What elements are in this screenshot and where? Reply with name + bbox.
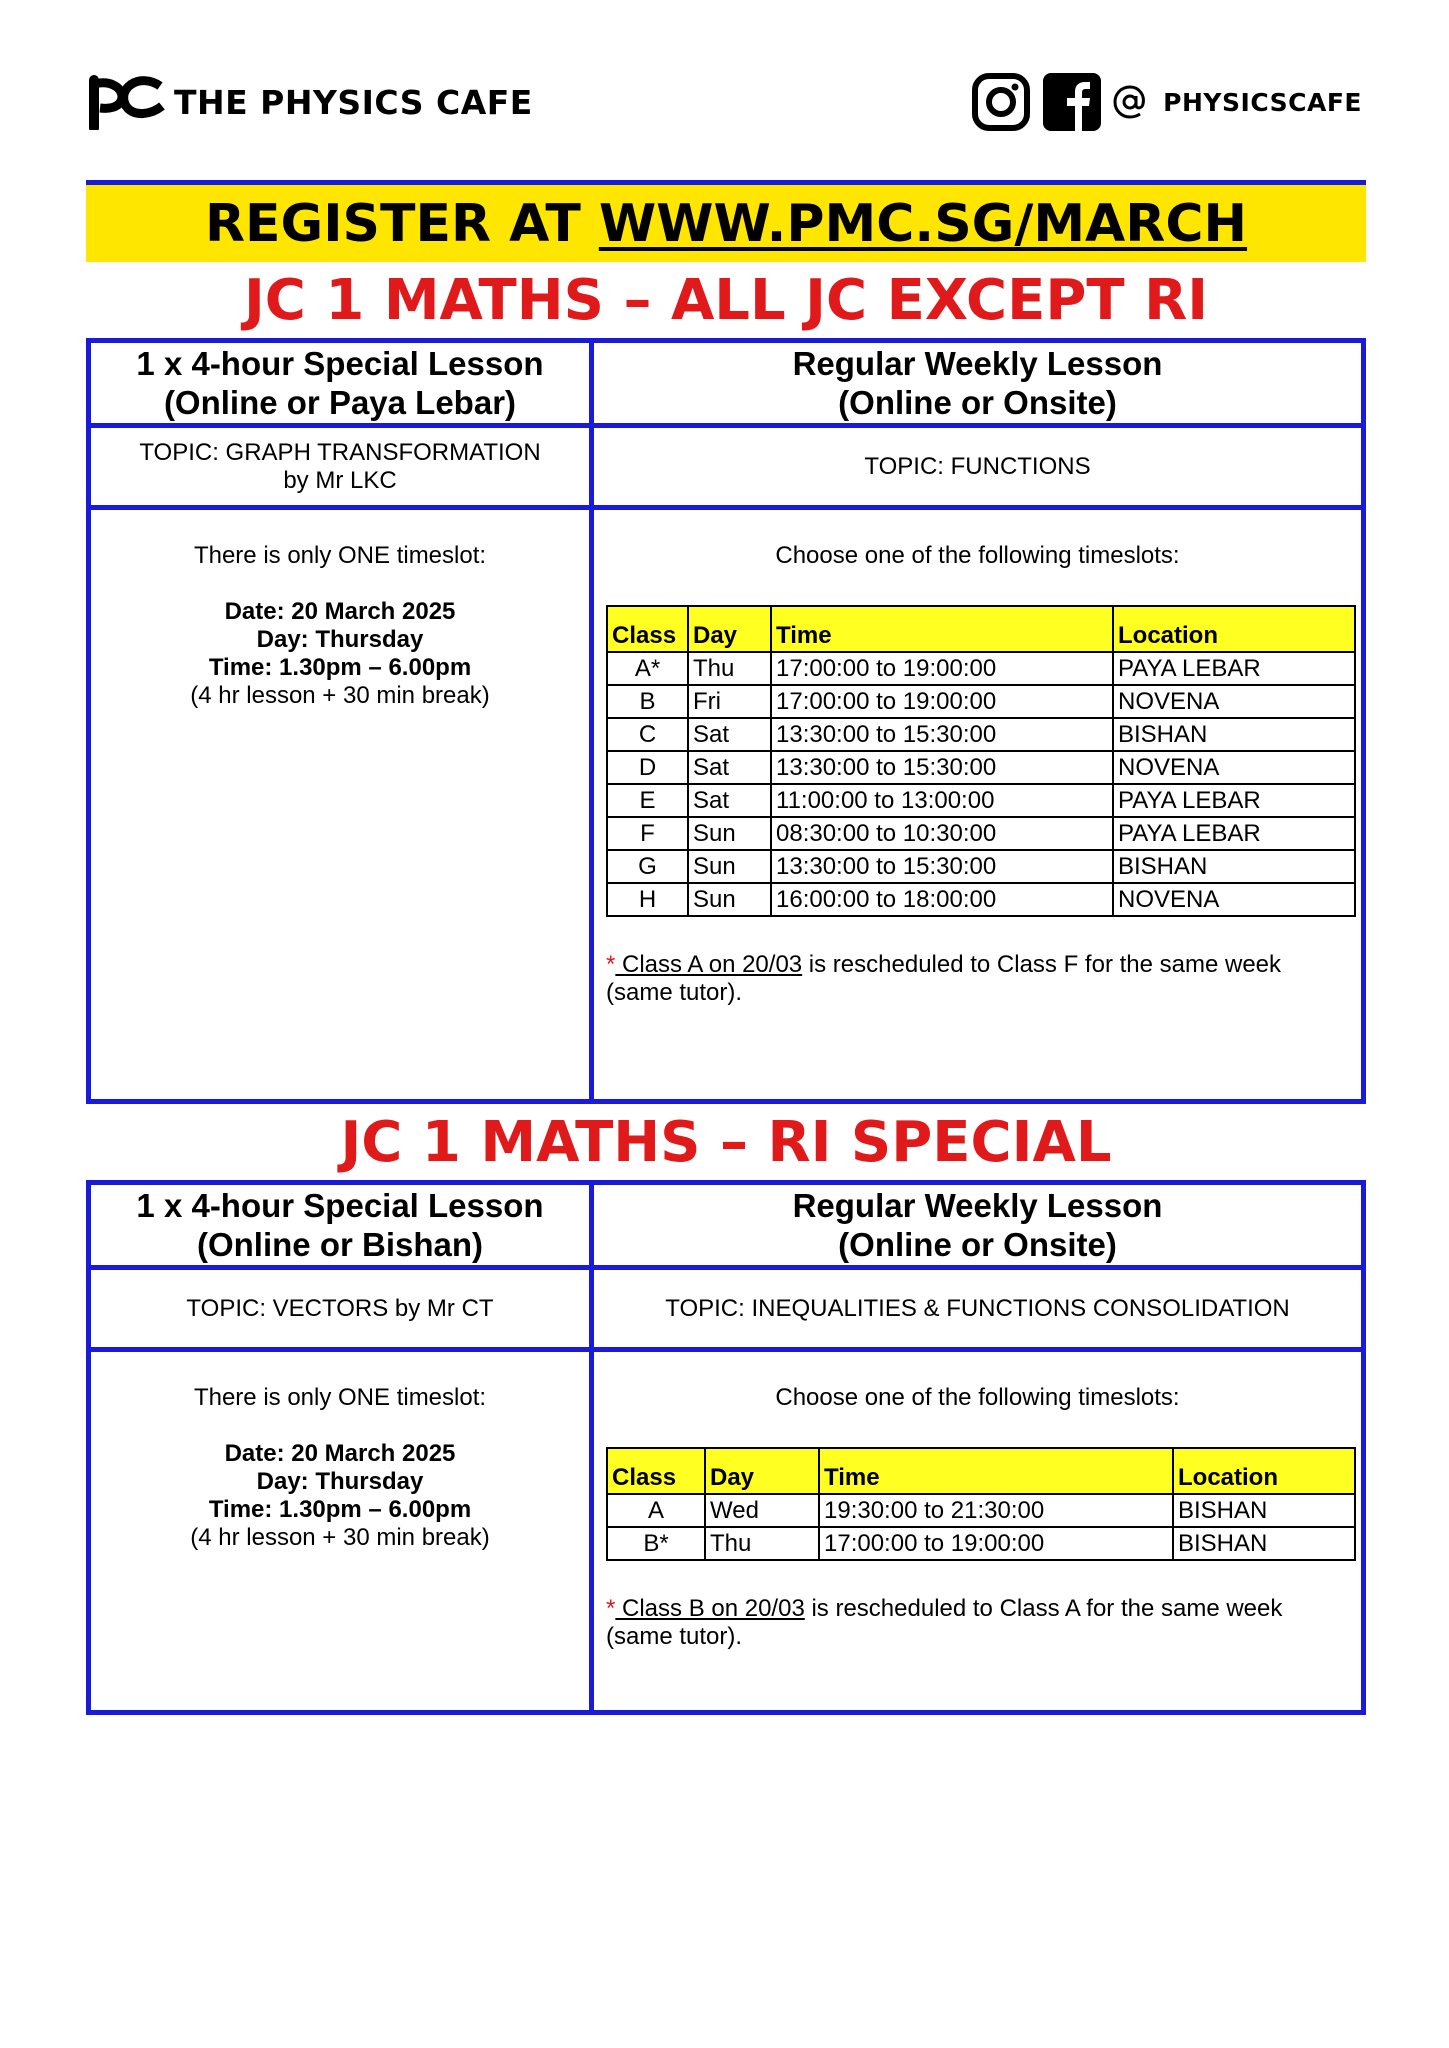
day-cell: Thu <box>705 1527 819 1560</box>
section-title: JC 1 MATHS – ALL JC EXCEPT RI <box>243 268 1209 333</box>
footnote-text: is rescheduled to Class F for the same week (same tutor). <box>606 951 1282 1006</box>
location-cell: BISHAN <box>1173 1527 1355 1560</box>
special-topic: TOPIC: VECTORS by Mr CT <box>91 1270 594 1347</box>
lesson-day: Day: Thursday <box>256 626 424 653</box>
time-cell: 16:00:00 to 18:00:00 <box>771 883 1113 916</box>
social-links <box>971 72 1362 132</box>
class-cell: B <box>607 685 688 718</box>
day-cell: Sat <box>688 718 771 751</box>
lesson-time: Time: 1.30pm – 6.00pm <box>208 654 472 681</box>
footnote-star: * <box>606 951 616 978</box>
pc-logo-icon <box>86 74 166 130</box>
section-title: JC 1 MATHS – RI SPECIAL <box>340 1110 1112 1175</box>
lesson-time: Time: 1.30pm – 6.00pm <box>208 1496 472 1523</box>
regular-topic: TOPIC: FUNCTIONS <box>864 452 1091 480</box>
timeslot-intro: There is only ONE timeslot: <box>193 542 487 569</box>
heading-row <box>91 1185 1361 1270</box>
table-row <box>607 817 1355 850</box>
table-row <box>607 784 1355 817</box>
location-cell: NOVENA <box>1113 751 1355 784</box>
reschedule-footnote <box>606 951 1341 1007</box>
column-header: Time <box>771 606 1113 652</box>
instagram-icon[interactable] <box>971 72 1031 132</box>
register-url-link[interactable]: WWW.PMC.SG/MARCH <box>598 193 1248 254</box>
location-cell: NOVENA <box>1113 883 1355 916</box>
reschedule-footnote <box>606 1595 1341 1651</box>
details-row <box>91 1352 1361 1710</box>
register-banner <box>86 180 1366 262</box>
social-handle: PHYSICSCAFE <box>1163 87 1362 117</box>
choose-text: Choose one of the following timeslots: <box>775 542 1180 569</box>
choose-text: Choose one of the following timeslots: <box>775 1384 1180 1411</box>
day-cell: Thu <box>688 652 771 685</box>
table-row <box>607 685 1355 718</box>
location-cell: BISHAN <box>1173 1494 1355 1527</box>
footnote-text: is rescheduled to Class A for the same week (same tutor). <box>606 1595 1283 1650</box>
time-cell: 19:30:00 to 21:30:00 <box>819 1494 1173 1527</box>
column-header: Class <box>607 606 688 652</box>
timeslot-table <box>606 1447 1356 1561</box>
class-cell: B* <box>607 1527 705 1560</box>
class-cell: A* <box>607 652 688 685</box>
facebook-icon[interactable] <box>1043 73 1101 131</box>
column-header: Day <box>688 606 771 652</box>
day-cell: Fri <box>688 685 771 718</box>
regular-timeslot-info <box>594 510 1361 1099</box>
column-header: Location <box>1173 1448 1355 1494</box>
time-cell: 08:30:00 to 10:30:00 <box>771 817 1113 850</box>
day-cell: Sun <box>688 883 771 916</box>
at-sign-icon <box>1111 83 1149 121</box>
class-cell: C <box>607 718 688 751</box>
time-cell: 17:00:00 to 19:00:00 <box>771 685 1113 718</box>
time-cell: 17:00:00 to 19:00:00 <box>771 652 1113 685</box>
day-cell: Sun <box>688 850 771 883</box>
timeslot-intro: There is only ONE timeslot: <box>193 1384 487 1411</box>
special-lesson-heading: 1 x 4-hour Special Lesson (Online or Bishan) <box>91 1185 594 1265</box>
class-cell: D <box>607 751 688 784</box>
lesson-duration-note: (4 hr lesson + 30 min break) <box>190 1524 490 1551</box>
class-cell: A <box>607 1494 705 1527</box>
table-row <box>607 850 1355 883</box>
special-timeslot-info <box>91 1352 594 1710</box>
brand <box>86 74 533 130</box>
table-row <box>607 883 1355 916</box>
lesson-duration-note: (4 hr lesson + 30 min break) <box>190 682 490 709</box>
column-header: Location <box>1113 606 1355 652</box>
table-row <box>607 1527 1355 1560</box>
timeslot-table <box>606 605 1356 917</box>
time-cell: 13:30:00 to 15:30:00 <box>771 718 1113 751</box>
regular-topic: TOPIC: INEQUALITIES & FUNCTIONS CONSOLIDATION <box>665 1294 1290 1322</box>
table-header-row <box>607 1448 1355 1494</box>
time-cell: 13:30:00 to 15:30:00 <box>771 850 1113 883</box>
footnote-underlined: Class A on 20/03 <box>615 951 803 978</box>
class-cell: G <box>607 850 688 883</box>
location-cell: PAYA LEBAR <box>1113 817 1355 850</box>
lesson-day: Day: Thursday <box>256 1468 424 1495</box>
regular-lesson-heading: Regular Weekly Lesson (Online or Onsite) <box>792 345 1163 421</box>
location-cell: NOVENA <box>1113 685 1355 718</box>
class-cell: H <box>607 883 688 916</box>
details-row <box>91 510 1361 1099</box>
location-cell: PAYA LEBAR <box>1113 652 1355 685</box>
lesson-date: Date: 20 March 2025 <box>224 598 456 625</box>
special-topic: TOPIC: GRAPH TRANSFORMATION by Mr LKC <box>91 428 594 505</box>
topic-row <box>91 428 1361 510</box>
heading-row <box>91 343 1361 428</box>
table-row <box>607 751 1355 784</box>
column-header: Class <box>607 1448 705 1494</box>
day-cell: Sat <box>688 751 771 784</box>
column-header: Time <box>819 1448 1173 1494</box>
special-timeslot-info <box>91 510 594 1099</box>
day-cell: Sat <box>688 784 771 817</box>
regular-timeslot-info <box>594 1352 1361 1710</box>
regular-lesson-heading: Regular Weekly Lesson (Online or Onsite) <box>792 1187 1163 1263</box>
class-cell: F <box>607 817 688 850</box>
register-prefix: REGISTER AT <box>204 193 581 254</box>
day-cell: Sun <box>688 817 771 850</box>
schedule-grid <box>86 1180 1366 1715</box>
table-row <box>607 718 1355 751</box>
location-cell: BISHAN <box>1113 850 1355 883</box>
time-cell: 17:00:00 to 19:00:00 <box>819 1527 1173 1560</box>
table-row <box>607 1494 1355 1527</box>
location-cell: PAYA LEBAR <box>1113 784 1355 817</box>
table-header-row <box>607 606 1355 652</box>
time-cell: 13:30:00 to 15:30:00 <box>771 751 1113 784</box>
schedule-grid <box>86 338 1366 1104</box>
brand-name: THE PHYSICS CAFE <box>174 82 533 122</box>
day-cell: Wed <box>705 1494 819 1527</box>
column-header: Day <box>705 1448 819 1494</box>
page-header <box>86 70 1362 140</box>
table-row <box>607 652 1355 685</box>
class-cell: E <box>607 784 688 817</box>
time-cell: 11:00:00 to 13:00:00 <box>771 784 1113 817</box>
location-cell: BISHAN <box>1113 718 1355 751</box>
footnote-underlined: Class B on 20/03 <box>615 1595 805 1622</box>
topic-row <box>91 1270 1361 1352</box>
special-lesson-heading: 1 x 4-hour Special Lesson (Online or Paya Lebar) <box>91 343 594 423</box>
lesson-date: Date: 20 March 2025 <box>224 1440 456 1467</box>
footnote-star: * <box>606 1595 616 1622</box>
